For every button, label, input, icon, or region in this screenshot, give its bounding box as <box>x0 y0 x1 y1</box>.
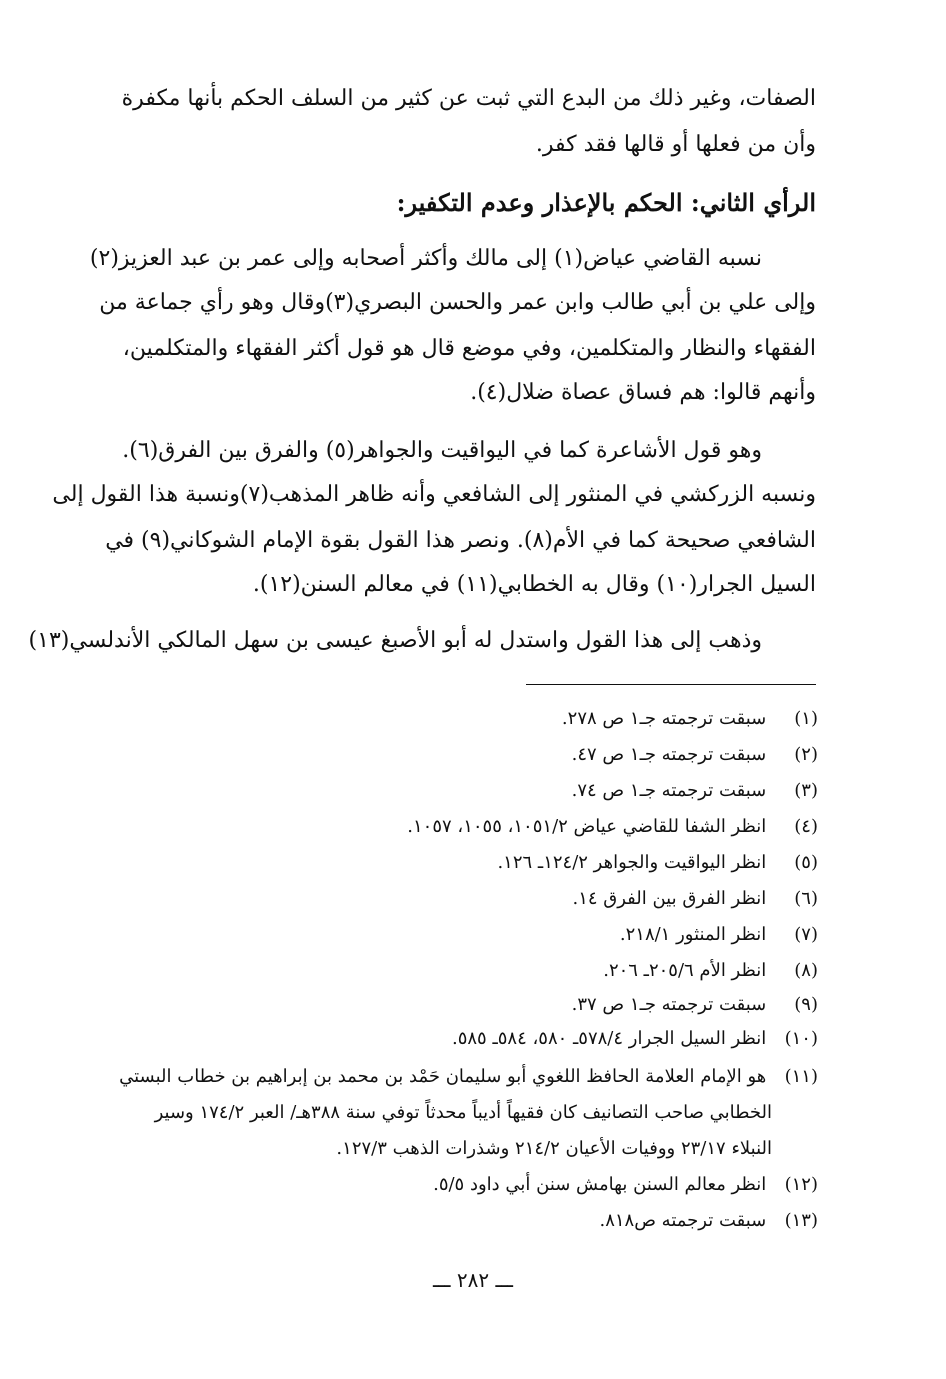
footnote-text: سبقت ترجمته جـ١ ص ٤٧. <box>571 744 767 765</box>
footnote-number: (١) <box>794 708 818 729</box>
footnote-10 <box>118 1024 818 1054</box>
footnote-number: (١١) <box>784 1066 818 1087</box>
footnote-number: (٩) <box>794 994 818 1015</box>
page-number: ـــ ٢٨٢ ـــ <box>432 1268 514 1292</box>
footnote-number: (٤) <box>794 816 818 837</box>
body-line-1: الصفات، وغير ذلك من البدع التي ثبت عن كثير من السلف الحكم بأنها مكفرة <box>121 86 816 111</box>
footnote-3 <box>118 776 818 806</box>
footnote-text: انظر المنثور ٢١٨/١. <box>619 924 767 945</box>
footnote-text: سبقت ترجمته جـ١ ص ٢٧٨. <box>561 708 767 729</box>
footnote-5 <box>118 848 818 878</box>
body-line-12: وذهب إلى هذا القول واستدل له أبو الأصبغ عيسى بن سهل المالكي الأندلسي(١٣) <box>28 628 762 653</box>
body-line-2: وأن من فعلها أو قالها فقد كفر. <box>535 132 816 157</box>
footnote-11-continuation-1: الخطابي صاحب التصانيف كان فقيهاً أديباً محدثاً توفي سنة ٣٨٨هـ/ العبر ١٧٤/٢ وسير <box>154 1102 772 1123</box>
footnote-text: سبقت ترجمته جـ١ ص ٣٧. <box>571 994 767 1015</box>
footnote-text: انظر السيل الجرار ٥٧٨/٤ـ ٥٨٠، ٥٨٤ـ ٥٨٥. <box>451 1028 767 1049</box>
footnote-text: سبقت ترجمته ص٨١٨. <box>599 1210 767 1231</box>
footnote-text: انظر معالم السنن بهامش سنن أبي داود ٥/٥. <box>433 1174 767 1195</box>
footnote-number: (١٣) <box>784 1210 818 1231</box>
body-line-6: الفقهاء والنظار والمتكلمين، وفي موضع قال هو قول أكثر الفقهاء والمتكلمين، <box>122 336 816 361</box>
footnote-number: (٦) <box>794 888 818 909</box>
footnote-8 <box>118 956 818 986</box>
footnote-text: انظر اليواقيت والجواهر ١٢٤/٢ـ ١٢٦. <box>497 852 767 873</box>
footnote-text: انظر الفرق بين الفرق ١٤. <box>572 888 767 909</box>
footnote-number: (٥) <box>794 852 818 873</box>
footnote-number: (١٠) <box>784 1028 818 1049</box>
footnote-number: (١٢) <box>784 1174 818 1195</box>
body-line-10: الشافعي صحيحة كما في الأم(٨). ونصر هذا القول بقوة الإمام الشوكاني(٩) في <box>105 528 816 553</box>
footnote-text: انظر الأم ٢٠٥/٦ـ ٢٠٦. <box>603 960 767 981</box>
body-line-5: وإلى علي بن أبي طالب وابن عمر والحسن البصري(٣)وقال وهو رأي جماعة من <box>99 290 816 315</box>
footnote-9 <box>118 990 818 1020</box>
footnote-7 <box>118 920 818 950</box>
footnote-text: هو الإمام العلامة الحافظ اللغوي أبو سليمان حَمْد بن محمد بن إبراهيم بن خطاب البستي <box>119 1066 767 1087</box>
footnote-separator <box>526 684 816 685</box>
footnote-2 <box>118 740 818 770</box>
footnote-12 <box>118 1170 818 1200</box>
footnote-number: (٣) <box>794 780 818 801</box>
section-heading: الرأي الثاني: الحكم بالإعذار وعدم التكفير: <box>396 188 816 217</box>
footnote-11-continuation-2: النبلاء ٢٣/١٧ ووفيات الأعيان ٢١٤/٢ وشذرات الذهب ١٢٧/٣. <box>336 1138 772 1159</box>
body-line-8: وهو قول الأشاعرة كما في اليواقيت والجواهر(٥) والفرق بين الفرق(٦). <box>122 438 762 463</box>
footnote-6 <box>118 884 818 914</box>
body-line-11: السيل الجرار(١٠) وقال به الخطابي(١١) في معالم السنن(١٢). <box>252 572 816 597</box>
footnote-number: (٧) <box>794 924 818 945</box>
body-line-7: وأنهم قالوا: هم فساق عصاة ضلال(٤). <box>470 380 816 405</box>
footnote-text: انظر الشفا للقاضي عياض ١٠٥١/٢، ١٠٥٥، ١٠٥٧. <box>407 816 767 837</box>
footnote-11 <box>118 1062 818 1092</box>
footnote-1 <box>118 704 818 734</box>
body-line-4: نسبه القاضي عياض(١) إلى مالك وأكثر أصحابه وإلى عمر بن عبد العزيز(٢) <box>89 246 762 271</box>
body-line-9: ونسبه الزركشي في المنثور إلى الشافعي وأنه ظاهر المذهب(٧)ونسبة هذا القول إلى <box>52 482 816 507</box>
footnote-text: سبقت ترجمته جـ١ ص ٧٤. <box>571 780 767 801</box>
footnote-4 <box>118 812 818 842</box>
footnote-number: (٢) <box>794 744 818 765</box>
footnote-number: (٨) <box>794 960 818 981</box>
footnote-13 <box>118 1206 818 1236</box>
